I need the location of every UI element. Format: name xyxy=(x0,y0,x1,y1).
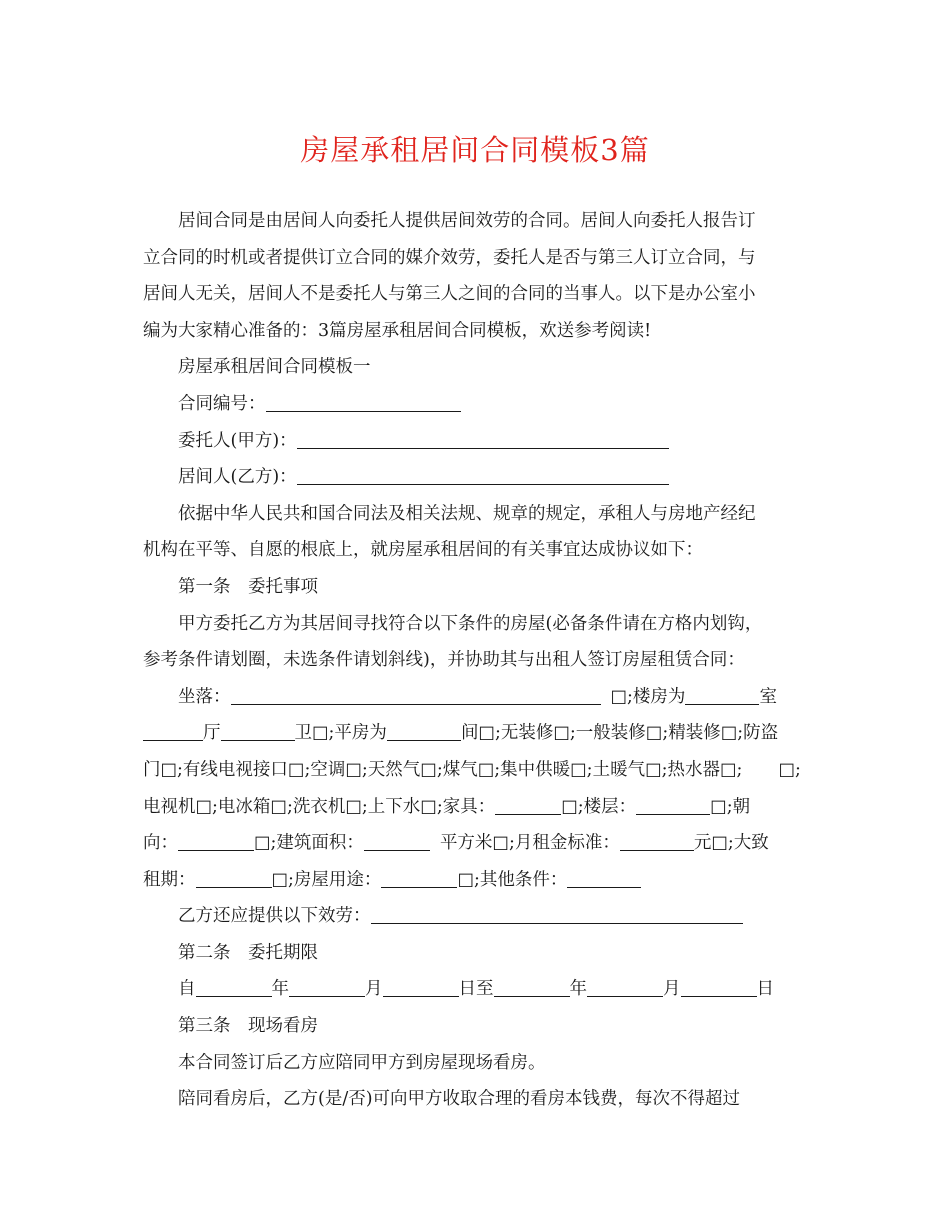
rent-label: 平方米□;月租金标准： xyxy=(439,833,620,854)
bath-unit: 卫□;平房为 xyxy=(294,723,387,744)
hall-blank xyxy=(143,722,203,741)
document-body xyxy=(143,203,813,1118)
month-unit: 月 xyxy=(365,979,383,1000)
building-label: □;楼房为 xyxy=(610,686,686,707)
day-unit: 日 xyxy=(756,979,774,1000)
conditions-line xyxy=(143,752,813,789)
start-month-blank xyxy=(289,978,365,997)
end-year-blank xyxy=(494,978,570,997)
furniture-label: 电视机□;电冰箱□;洗衣机□;上下水□;家具： xyxy=(143,796,496,817)
contract-number-blank xyxy=(266,393,461,412)
bungalow-blank xyxy=(387,722,461,741)
template-heading: 房屋承租居间合同模板一 xyxy=(178,357,371,378)
rent-blank xyxy=(620,832,694,851)
party-a-field xyxy=(143,423,813,460)
party-b-label: 居间人(乙方)： xyxy=(178,467,297,488)
year-unit: 年 xyxy=(569,979,587,1000)
area-blank xyxy=(364,832,430,851)
conditions-line xyxy=(143,862,813,899)
contract-number-field xyxy=(143,386,813,423)
month-unit: 月 xyxy=(663,979,681,1000)
conditions-line xyxy=(143,789,813,826)
orientation-blank xyxy=(178,832,254,851)
purpose-label: □;房屋用途： xyxy=(271,869,382,890)
document-title: 房屋承租居间合同模板3篇 xyxy=(300,133,650,167)
intro-line: 编为大家精心准备的：3篇房屋承租居间合同模板，欢送参考阅读! xyxy=(143,320,652,341)
rent-unit: 元□;大致 xyxy=(693,833,769,854)
area-label: □;建筑面积： xyxy=(254,833,364,854)
party-a-label: 委托人(甲方)： xyxy=(178,430,297,451)
party-b-blank xyxy=(297,466,669,485)
extra-services-blank xyxy=(371,905,743,924)
start-day-blank xyxy=(383,978,459,997)
orientation-label-start: □;朝 xyxy=(710,796,751,817)
party-a-blank xyxy=(297,430,669,449)
extra-services-field xyxy=(143,898,813,935)
article-1-heading: 第一条 委托事项 xyxy=(178,576,318,597)
article-3-line: 本合同签订后乙方应陪同甲方到房屋现场看房。 xyxy=(178,1052,546,1073)
lease-term-label: 租期： xyxy=(143,869,196,890)
preamble-line: 依据中华人民共和国合同法及相关法规、规章的规定，承租人与房地产经纪 xyxy=(178,503,756,524)
article-1-line: 甲方委托乙方为其居间寻找符合以下条件的房屋(必备条件请在方格内划钩， xyxy=(178,613,763,634)
article-3-line: 陪同看房后，乙方(是/否)可向甲方收取合理的看房本钱费，每次不得超过 xyxy=(178,1089,741,1110)
start-year-blank xyxy=(196,978,272,997)
floor-label: □;楼层： xyxy=(561,796,637,817)
year-unit: 年 xyxy=(271,979,289,1000)
decoration-options: 间□;无装修□;一般装修□;精装修□;防盗 xyxy=(460,723,779,744)
floor-blank xyxy=(636,796,710,815)
intro-line: 居间合同是由居间人向委托人提供居间效劳的合同。居间人向委托人报告订 xyxy=(178,211,756,231)
location-blank xyxy=(231,686,601,705)
article-2-heading: 第二条 委托期限 xyxy=(178,942,318,963)
end-day-blank xyxy=(681,978,757,997)
appliance-other: □; xyxy=(778,759,801,780)
term-line xyxy=(143,971,813,1008)
intro-line: 居间人无关，居间人不是委托人与第三人之间的合同的当事人。以下是办公室小 xyxy=(143,284,756,305)
appliance-options: 门□;有线电视接口□;空调□;天然气□;煤气□;集中供暖□;土暖气□;热水器□; xyxy=(143,759,743,780)
end-month-blank xyxy=(587,978,663,997)
lease-term-blank xyxy=(196,869,272,888)
term-from: 自 xyxy=(178,979,196,1000)
location-label: 坐落： xyxy=(178,686,231,707)
extra-services-label: 乙方还应提供以下效劳： xyxy=(178,906,371,927)
conditions-line xyxy=(143,715,813,752)
furniture-blank xyxy=(495,796,561,815)
other-conditions-label: □;其他条件： xyxy=(457,869,568,890)
contract-number-label: 合同编号： xyxy=(178,393,266,414)
article-1-line: 参考条件请划圈，未选条件请划斜线)，并协助其与出租人签订房屋租赁合同： xyxy=(143,650,745,671)
purpose-blank xyxy=(381,869,457,888)
conditions-line xyxy=(143,679,813,716)
orientation-label-end: 向： xyxy=(143,833,178,854)
rooms-unit: 室 xyxy=(759,686,777,707)
preamble-line: 机构在平等、自愿的根底上，就房屋承租居间的有关事宜达成协议如下： xyxy=(143,540,703,561)
other-conditions-blank xyxy=(567,869,641,888)
party-b-field xyxy=(143,459,813,496)
bath-blank xyxy=(221,722,295,741)
article-3-heading: 第三条 现场看房 xyxy=(178,1016,318,1037)
hall-unit: 厅 xyxy=(203,723,221,744)
day-to-unit: 日至 xyxy=(458,979,494,1000)
conditions-line xyxy=(143,825,813,862)
intro-line: 立合同的时机或者提供订立合同的媒介效劳，委托人是否与第三人订立合同，与 xyxy=(143,247,756,268)
rooms-blank xyxy=(685,686,759,705)
